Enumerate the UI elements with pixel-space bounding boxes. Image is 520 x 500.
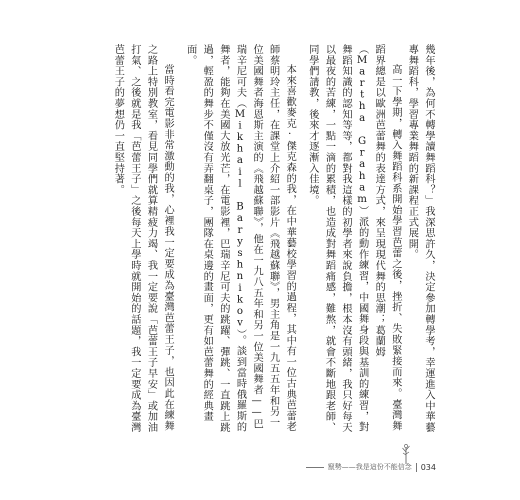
paragraph-3: 本來喜歡麥克·傑克森的我，在中華藝校學習的過程，其中有一位古典芭蕾老師蔡明玲主任，在課堂上介紹一部影片《飛越蘇聯》，男主角是一九五五年和另一位美國舞者海恩斯主演的《飛越蘇聯》，他在一九八五年和另一位美國舞者——巴瑞辛尼可夫（Mikhail Baryshnikov）。談到當時俄羅斯的舞者，能夠在美國大放光芒，在電影裡，巴瑞辛尼可夫的跳躍、彈跳、一直跳上跳過，輕盈的舞步不僅沒有弄翻桌子，團隊在桌邊的畫面，更有如芭蕾舞的經典畫面。 <box>184 44 296 433</box>
body-text <box>76 44 436 436</box>
paragraph-4: 當時看完電影非常激動的我，心裡我一定要成為臺灣芭蕾王子，也因此在練舞之路上特別教室，看見同學們就算精疲力竭、我一定要說「芭蕾王子早安」或加油打氣、之後就是我「芭蕾王子」之後每天上學時就開始的話題，我一定要成為臺灣芭蕾王子的夢想仍一直堅持著。 <box>112 44 174 433</box>
footer-rule <box>306 467 324 468</box>
paragraph-2: 高一下學期，轉入舞蹈科系開始學習芭蕾之後，挫折、失敗緊接而來。臺灣舞蹈界總是以歐洲芭蕾舞的表達方式，來呈現現代舞的思潮；葛蘭姆（Martha Graham）派的動作練習，中國舞身段與基訓的練習，對舞蹈知識的認知等等，都對我這樣的初學者來說負擔，根本沒有頭緒，我只好每天以最夜的苦練，一點一滴的累積，也造成對舞蹈痛感，難熬，就會不斷地跟老師、同學們請教，後來才逐漸入佳境。 <box>306 44 401 433</box>
footer-section-label: 竄勢——我是這份不能信念 <box>327 463 412 471</box>
page-footer <box>306 460 436 474</box>
page-number: 034 <box>420 462 436 472</box>
footer-divider <box>416 463 417 472</box>
paragraph-1: 幾年後，為何不轉學讀舞蹈科？」我深思許久，決定參加轉學考，幸運進入中華藝專舞蹈科，學習專業舞蹈的新課程正式展開。 <box>406 44 434 433</box>
